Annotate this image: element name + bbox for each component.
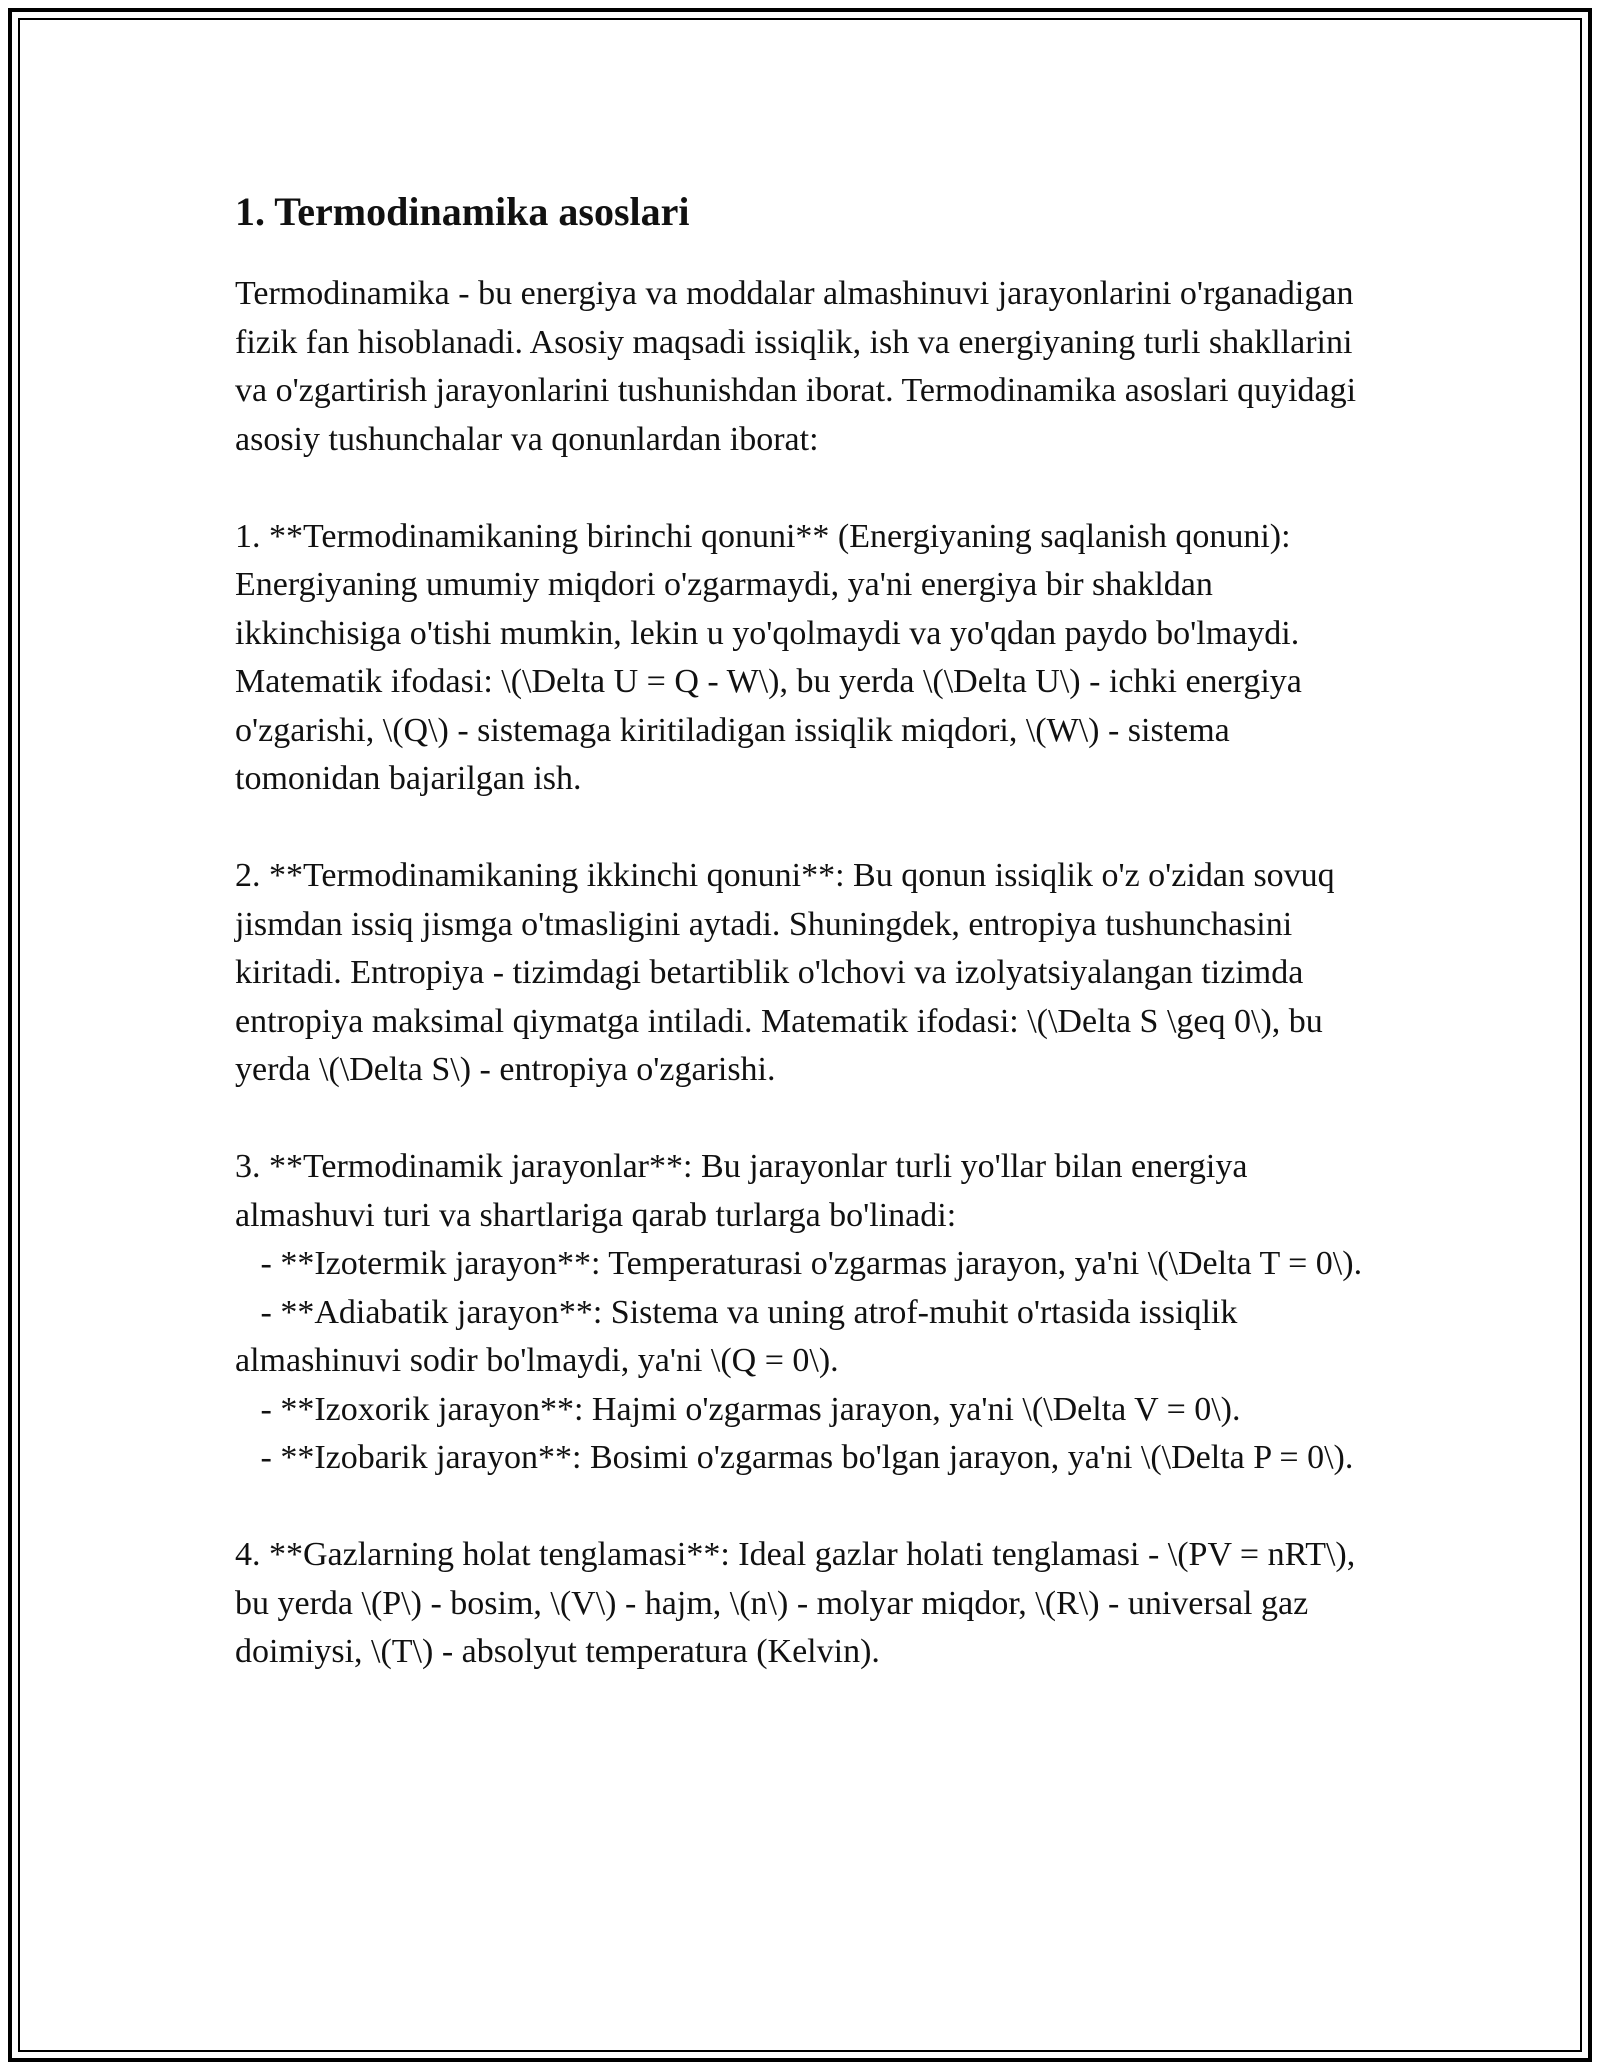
sub-item-isobaric: - **Izobarik jarayon**: Bosimi o'zgarmas bo'lgan jarayon, ya'ni \(\Delta P = 0\). (235, 1439, 1354, 1476)
document-body (235, 186, 1375, 1677)
list-item-first-law: 1. **Termodinamikaning birinchi qonuni** (Energiyaning saqlanish qonuni): Energiyaning umumiy miqdori o'zgarmaydi, ya'ni energiya bir shakldan ikkinchisiga o'tishi mumkin, lekin u yo'qolmaydi va yo'qdan paydo bo'lmaydi. Matematik ifodasi: \(\Delta U = Q - W\), bu yerda \(\Delta U\) - ichki energiya o'zgarishi, \(Q\) - sistemaga kiritiladigan issiqlik miqdori, \(W\) - sistema tomonidan bajarilgan ish. (235, 517, 1302, 797)
sub-item-isochoric: - **Izoxorik jarayon**: Hajmi o'zgarmas jarayon, ya'ni \(\Delta V = 0\). (235, 1390, 1241, 1428)
list-item-gas-equation: 4. **Gazlarning holat tenglamasi**: Ideal gazlar holati tenglamasi - \(PV = nRT\), bu yerda \(P\) - bosim, \(V\) - hajm, \(n\) - molyar miqdor, \(R\) - universal gaz doimiysi, \(T\) - absolyut temperatura (Kelvin). (235, 1536, 1356, 1670)
paragraph-spacer (235, 464, 1375, 513)
paragraph-spacer (235, 1095, 1375, 1144)
paragraph-spacer (235, 1483, 1375, 1532)
section-heading: 1. Termodinamika asoslari (235, 189, 690, 234)
intro-paragraph: Termodinamika - bu energiya va moddalar almashinuvi jarayonlarini o'rganadigan fizik fan hisoblanadi. Asosiy maqsadi issiqlik, ish va energiyaning turli shakllarini va o'zgartirish jarayonlarini tushunishdan iborat. Termodinamika asoslari quyidagi asosiy tushunchalar va qonunlardan iborat: (235, 275, 1357, 458)
sub-item-isothermal: - **Izotermik jarayon**: Temperaturasi o'zgarmas jarayon, ya'ni \(\Delta T = 0\). (235, 1245, 1363, 1282)
sub-item-adiabatic: - **Adiabatik jarayon**: Sistema va uning atrof-muhit o'rtasida issiqlik almashinuvi sodir bo'lmaydi, ya'ni \(Q = 0\). (235, 1293, 1246, 1379)
list-item-second-law: 2. **Termodinamikaning ikkinchi qonuni**: Bu qonun issiqlik o'z o'zidan sovuq jismdan issiq jismga o'tmasligini aytadi. Shuningdek, entropiya tushunchasini kiritadi. Entropiya - tizimdagi betartiblik o'lchovi va izolyatsiyalangan tizimda entropiya maksimal qiymatga intiladi. Matematik ifodasi: \(\Delta S \geq 0\), bu yerda \(\Delta S\) - entropiya o'zgarishi. (235, 857, 1335, 1088)
paragraph-spacer (235, 804, 1375, 853)
list-item-processes: 3. **Termodinamik jarayonlar**: Bu jarayonlar turli yo'llar bilan energiya almashuvi turi va shartlariga qarab turlarga bo'linadi: (235, 1148, 1248, 1234)
